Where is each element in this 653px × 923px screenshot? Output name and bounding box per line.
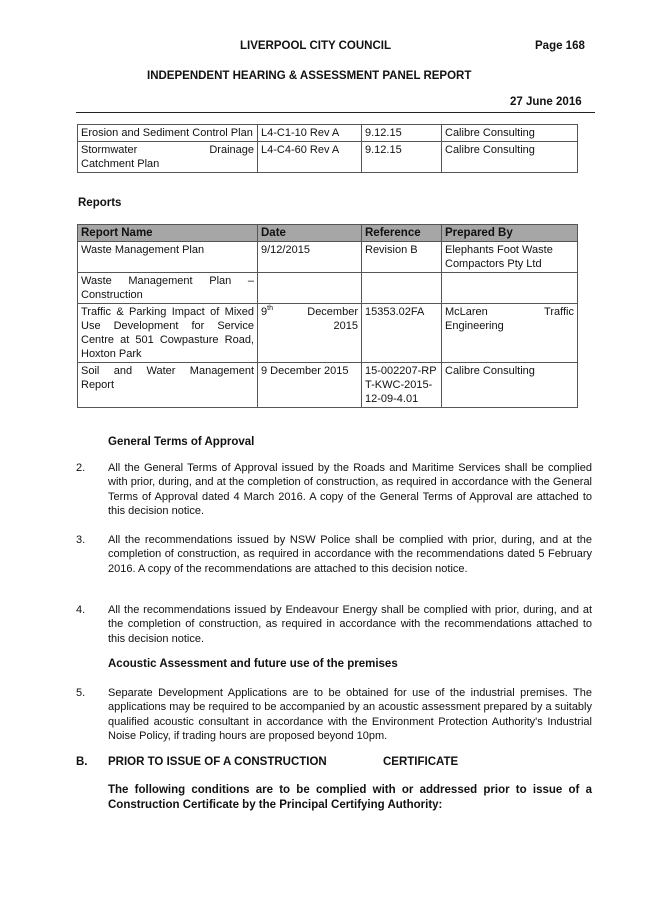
table-row (78, 242, 578, 273)
section-title-end: CERTIFICATE (383, 756, 459, 768)
table-row (78, 363, 578, 408)
plans-table (77, 124, 578, 173)
condition-number: 3. (76, 534, 86, 546)
plan-name-part: Stormwater (81, 144, 138, 156)
section-intro: The following conditions are to be complied with or addressed prior to issue of a Construction Certificate by the Principal Certifying Authority: (108, 784, 592, 811)
table-row (78, 304, 578, 363)
plan-date: 9.12.15 (362, 125, 442, 142)
condition-text: All the recommendations issued by Endeavour Energy shall be complied with prior, during, and at the completion of construction, as required in accordance with the recommendations attached to this decision notice. (108, 604, 592, 645)
plan-name-part: Drainage (209, 144, 254, 156)
condition-number: 4. (76, 604, 86, 616)
condition-number: 5. (76, 687, 86, 699)
date-day: 9 (261, 306, 268, 318)
plan-name: Erosion and Sediment Control Plan (78, 125, 258, 142)
section-title: PRIOR TO ISSUE OF A CONSTRUCTION (108, 756, 327, 768)
plan-ref: L4-C4-60 Rev A (258, 142, 362, 173)
report-date: 9 December 2015 (258, 363, 362, 408)
report-date: 27 June 2016 (510, 96, 582, 108)
header-rule (76, 112, 595, 113)
column-header: Date (258, 225, 362, 242)
plan-ref: L4-C1-10 Rev A (258, 125, 362, 142)
report-by: Calibre Consulting (442, 363, 578, 408)
report-date (258, 304, 362, 363)
report-by (442, 273, 578, 304)
report-by: Elephants Foot Waste Compactors Pty Ltd (442, 242, 578, 273)
report-ref: 15353.02FA (362, 304, 442, 363)
report-by: McLaren Traffic Engineering (442, 304, 578, 363)
plan-name (78, 142, 258, 173)
date-rest: December 2015 (307, 306, 358, 332)
acoustic-heading: Acoustic Assessment and future use of the premises (108, 658, 398, 670)
report-ref: 15-002207-RPT-KWC-2015-12-09-4.01 (362, 363, 442, 408)
report-name: Waste Management Plan (78, 242, 258, 273)
council-name: LIVERPOOL CITY COUNCIL (240, 40, 392, 52)
column-header: Reference (362, 225, 442, 242)
report-ref (362, 273, 442, 304)
reports-heading: Reports (78, 197, 122, 209)
reports-table (77, 224, 578, 408)
report-date: 9/12/2015 (258, 242, 362, 273)
page-number: Page 168 (535, 40, 585, 52)
report-ref: Revision B (362, 242, 442, 273)
date-suffix: th (267, 305, 273, 312)
plan-name-part: Catchment Plan (81, 158, 160, 170)
report-name: Waste Management Plan – Construction (78, 273, 258, 304)
table-header-row (78, 225, 578, 242)
plan-date: 9.12.15 (362, 142, 442, 173)
general-terms-heading: General Terms of Approval (108, 436, 255, 448)
section-letter: B. (76, 756, 88, 768)
plan-by: Calibre Consulting (442, 142, 578, 173)
condition-text: All the General Terms of Approval issued by the Roads and Maritime Services shall be complied with prior, during, and at the completion of construction, as required in accordance with the General Terms of Approval dated 4 March 2016. A copy of the General Terms of Approval are attached to this decision notice. (108, 462, 592, 518)
column-header: Report Name (78, 225, 258, 242)
condition-text: Separate Development Applications are to be obtained for use of the industrial premises. The applications may be required to be accompanied by an acoustic assessment prepared by a suitably qualified acoustic consultant in accordance with the Environment Protection Authority's Industrial Noise Policy, if trading hours are proposed beyond 10pm. (108, 687, 592, 743)
condition-number: 2. (76, 462, 86, 474)
report-date (258, 273, 362, 304)
table-row (78, 273, 578, 304)
report-title: INDEPENDENT HEARING & ASSESSMENT PANEL REPORT (147, 70, 472, 82)
report-name: Soil and Water Management Report (78, 363, 258, 408)
condition-text: All the recommendations issued by NSW Police shall be complied with prior, during, and at the completion of construction, as required in accordance with the recommendations dated 5 February 2016. A copy of the recommendations are attached to this decision notice. (108, 534, 592, 575)
table-row (78, 125, 578, 142)
plan-by: Calibre Consulting (442, 125, 578, 142)
table-row (78, 142, 578, 173)
report-name: Traffic & Parking Impact of Mixed Use Development for Service Centre at 501 Cowpasture Road, Hoxton Park (78, 304, 258, 363)
column-header: Prepared By (442, 225, 578, 242)
